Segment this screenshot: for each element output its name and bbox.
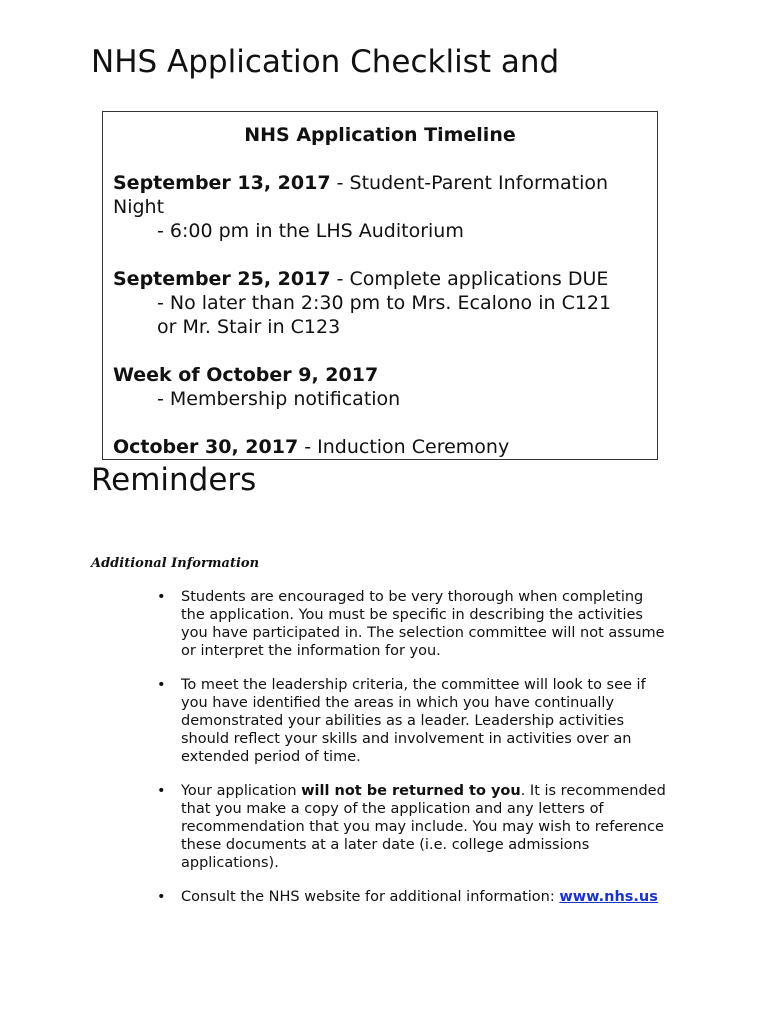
event-description: Student-Parent Information Night (113, 172, 609, 218)
timeline-box (102, 111, 658, 460)
event-date: September 13, 2017 (113, 172, 331, 194)
list-item-text (181, 889, 658, 905)
bullet-icon: • (157, 889, 166, 905)
event-detail-continued: or Mr. Stair in C123 (157, 316, 341, 338)
timeline-event (113, 267, 647, 339)
bullet-icon: • (157, 589, 166, 605)
event-description: Induction Ceremony (317, 436, 510, 458)
event-detail: - No later than 2:30 pm to Mrs. Ecalono in C121 (157, 292, 612, 314)
list-item-text: Students are encouraged to be very thorough when completing the application. You must be specific in describing the activities you have participated in. The selection committee will not assume or interpret the information for you. (181, 589, 665, 659)
list-item-text-start: Consult the NHS website for additional information: (181, 889, 560, 905)
event-separator: - (298, 436, 318, 458)
timeline-event (113, 363, 647, 411)
additional-info-heading: Additional Information (91, 556, 260, 571)
bullet-icon: • (157, 677, 166, 693)
list-item (157, 588, 667, 660)
reminders-heading: Reminders (91, 462, 257, 498)
event-date: October 30, 2017 (113, 436, 299, 458)
list-item (157, 782, 667, 872)
page-title: NHS Application Checklist and (91, 44, 560, 80)
event-detail: - Membership notification (157, 388, 401, 410)
list-item-text-start: Your application (181, 783, 302, 799)
event-detail: - 6:00 pm in the LHS Auditorium (157, 220, 464, 242)
nhs-website-link[interactable]: www.nhs.us (559, 889, 658, 905)
list-item-text-end: . It is recommended that you make a copy of the application and any letters of recommendation that you may include. You may wish to reference these documents at a later date (i.e. college admissions applications). (181, 783, 666, 871)
list-item-text: To meet the leadership criteria, the committee will look to see if you have identified the areas in which you have continually demonstrated your abilities as a leader. Leadership activities should reflect your skills and involvement in activities over an extended period of time. (181, 677, 646, 765)
reminders-list (157, 588, 667, 922)
list-item-text (181, 783, 666, 871)
event-date: Week of October 9, 2017 (113, 364, 379, 386)
event-separator: - (330, 268, 350, 290)
list-item-emphasis: will not be returned to you (301, 783, 521, 799)
event-separator: - (330, 172, 350, 194)
list-item (157, 888, 667, 906)
list-item (157, 676, 667, 766)
bullet-icon: • (157, 783, 166, 799)
event-date: September 25, 2017 (113, 268, 331, 290)
timeline-event (113, 435, 647, 459)
timeline-heading: NHS Application Timeline (244, 124, 516, 146)
event-description: Complete applications DUE (349, 268, 609, 290)
timeline-event (113, 171, 647, 243)
